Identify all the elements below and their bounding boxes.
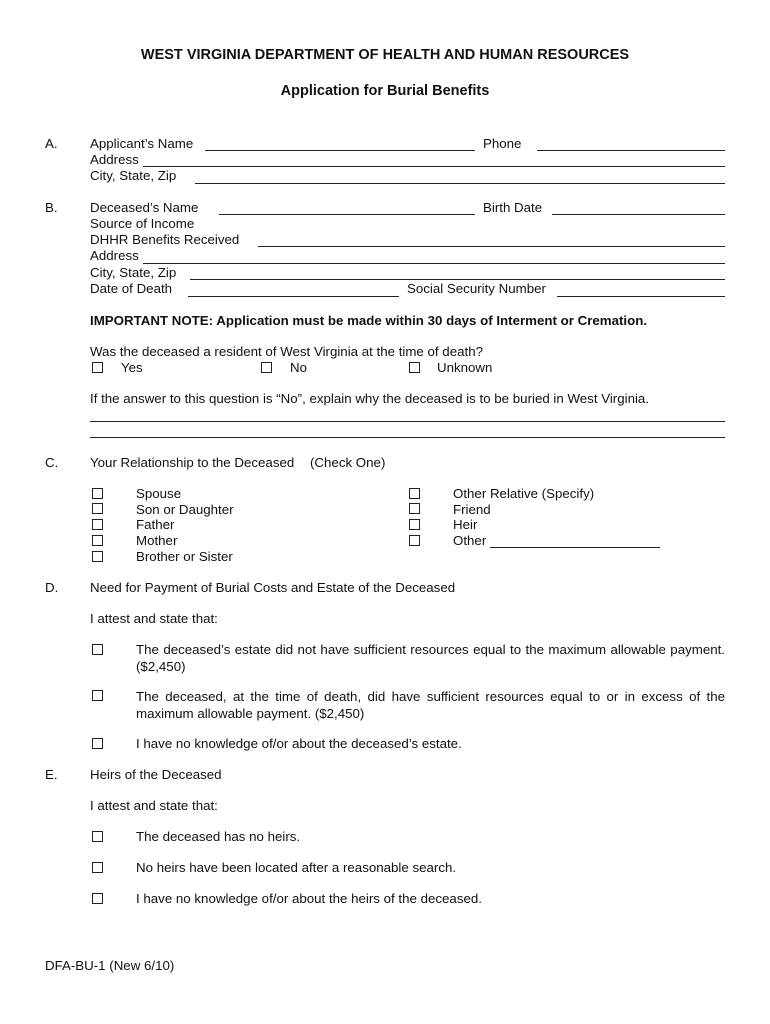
section-a-letter: A. [45, 136, 58, 151]
date-of-death-field[interactable] [188, 296, 399, 297]
section-c-letter: C. [45, 455, 59, 470]
payment-need-heading: Need for Payment of Burial Costs and Estate of the Deceased [90, 580, 456, 595]
heirs-no-knowledge-checkbox[interactable] [92, 893, 103, 904]
dhhr-benefits-label: DHHR Benefits Received [90, 232, 240, 247]
deceased-city-field[interactable] [190, 279, 725, 280]
dhhr-benefits-field[interactable] [258, 246, 725, 247]
heir-label: Heir [453, 517, 478, 532]
estate-no-knowledge-checkbox[interactable] [92, 738, 103, 749]
section-d-attest: I attest and state that: [90, 611, 218, 626]
birth-date-label: Birth Date [483, 200, 543, 215]
applicant-city-label: City, State, Zip [90, 168, 177, 183]
applicant-address-field[interactable] [143, 166, 725, 167]
friend-label: Friend [453, 502, 491, 517]
explain-prompt: If the answer to this question is “No”, explain why the deceased is to be buried in West Virginia. [90, 391, 650, 406]
son-daughter-label: Son or Daughter [136, 502, 234, 517]
ssn-field[interactable] [557, 296, 725, 297]
son-daughter-checkbox[interactable] [92, 503, 103, 514]
resident-no-label: No [290, 360, 307, 375]
estate-insufficient-text: The deceased’s estate did not have sufficient resources equal to the maximum allowable payment. ($2,450) [136, 642, 725, 674]
explain-field-line-2[interactable] [90, 437, 725, 438]
deceased-address-label: Address [90, 248, 139, 263]
other-checkbox[interactable] [409, 535, 420, 546]
estate-no-knowledge-text: I have no knowledge of/or about the deceased’s estate. [136, 736, 462, 751]
father-checkbox[interactable] [92, 519, 103, 530]
estate-insufficient-checkbox[interactable] [92, 644, 103, 655]
page-title: WEST VIRGINIA DEPARTMENT OF HEALTH AND HUMAN RESOURCES [140, 47, 630, 63]
spouse-label: Spouse [136, 486, 182, 501]
phone-label: Phone [483, 136, 522, 151]
section-b-letter: B. [45, 200, 58, 215]
applicant-name-label: Applicant’s Name [90, 136, 194, 151]
mother-label: Mother [136, 533, 178, 548]
section-d-letter: D. [45, 580, 59, 595]
deceased-address-field[interactable] [143, 263, 725, 264]
phone-field[interactable] [537, 150, 725, 151]
no-heirs-checkbox[interactable] [92, 831, 103, 842]
brother-sister-checkbox[interactable] [92, 551, 103, 562]
other-specify-field[interactable] [490, 547, 660, 548]
resident-no-checkbox[interactable] [261, 362, 272, 373]
heir-checkbox[interactable] [409, 519, 420, 530]
estate-sufficient-checkbox[interactable] [92, 690, 103, 701]
applicant-city-field[interactable] [195, 183, 725, 184]
applicant-name-field[interactable] [205, 150, 475, 151]
important-note: IMPORTANT NOTE: Application must be made within 30 days of Interment or Cremation. [90, 313, 648, 328]
deceased-name-field[interactable] [219, 214, 475, 215]
source-income-label: Source of Income [90, 216, 195, 231]
resident-yes-checkbox[interactable] [92, 362, 103, 373]
check-one-note: (Check One) [310, 455, 386, 470]
explain-field-line-1[interactable] [90, 421, 725, 422]
birth-date-field[interactable] [552, 214, 725, 215]
father-label: Father [136, 517, 175, 532]
other-label: Other [453, 533, 487, 548]
brother-sister-label: Brother or Sister [136, 549, 233, 564]
deceased-city-label: City, State, Zip [90, 265, 177, 280]
relationship-heading: Your Relationship to the Deceased [90, 455, 295, 470]
resident-yes-label: Yes [121, 360, 143, 375]
form-id: DFA-BU-1 (New 6/10) [45, 958, 175, 973]
estate-sufficient-text: The deceased, at the time of death, did have sufficient resources equal to or in excess of the maximum allowable payment. ($2,450) [136, 689, 725, 721]
friend-checkbox[interactable] [409, 503, 420, 514]
mother-checkbox[interactable] [92, 535, 103, 546]
section-e-letter: E. [45, 767, 58, 782]
resident-unknown-checkbox[interactable] [409, 362, 420, 373]
no-heirs-text: The deceased has no heirs. [136, 829, 301, 844]
resident-question: Was the deceased a resident of West Virginia at the time of death? [90, 344, 483, 359]
no-heirs-located-text: No heirs have been located after a reasonable search. [136, 860, 457, 875]
date-of-death-label: Date of Death [90, 281, 173, 296]
no-heirs-located-checkbox[interactable] [92, 862, 103, 873]
other-relative-checkbox[interactable] [409, 488, 420, 499]
deceased-name-label: Deceased’s Name [90, 200, 199, 215]
resident-unknown-label: Unknown [437, 360, 493, 375]
other-relative-label: Other Relative (Specify) [453, 486, 595, 501]
spouse-checkbox[interactable] [92, 488, 103, 499]
heirs-no-knowledge-text: I have no knowledge of/or about the heirs of the deceased. [136, 891, 482, 906]
form-subtitle: Application for Burial Benefits [280, 83, 490, 99]
section-e-attest: I attest and state that: [90, 798, 218, 813]
applicant-address-label: Address [90, 152, 139, 167]
ssn-label: Social Security Number [407, 281, 546, 296]
heirs-heading: Heirs of the Deceased [90, 767, 222, 782]
